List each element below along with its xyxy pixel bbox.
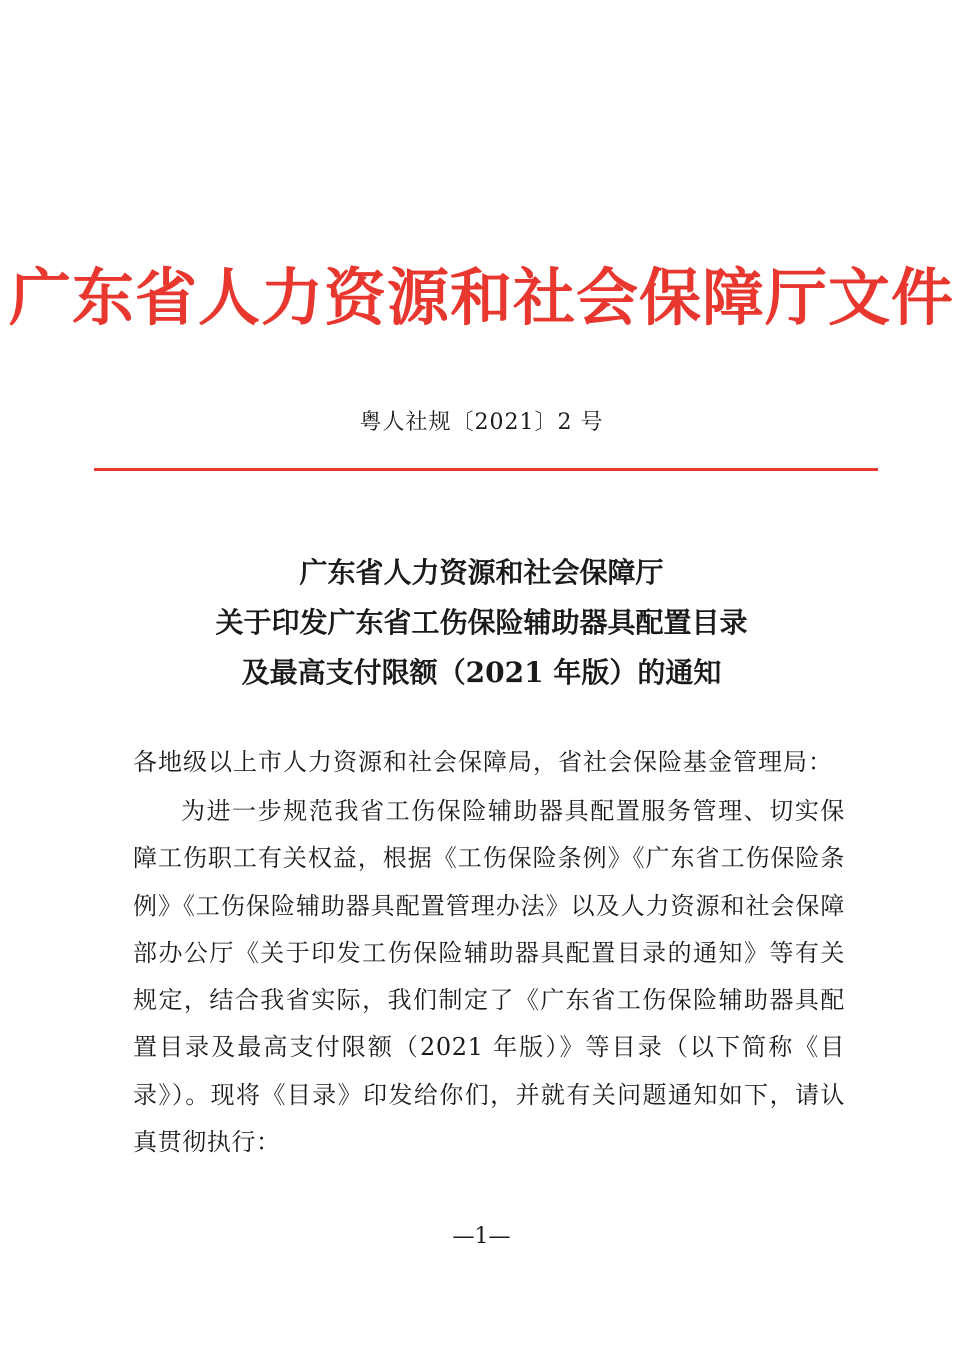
notice-title-line-3: 及最高支付限额（2021 年版）的通知 xyxy=(241,656,722,689)
notice-title-line-1: 广东省人力资源和社会保障厅 xyxy=(299,556,664,589)
document-header-title: 广东省人力资源和社会保障厅文件 xyxy=(8,261,954,334)
body-paragraph-1: 为进一步规范我省工伤保险辅助器具配置服务管理、切实保障工伤职工有关权益，根据《工伤保险条例》《广东省工伤保险条例》《工伤保险辅助器具配置管理办法》以及人力资源和社会保障部办公厅《关于印发工伤保险辅助器具配置目录的通知》等有关规定，结合我省实际，我们制定了《广东省工伤保险辅助器具配置目录及最高支付限额（2021 年版）》等目录（以下简称《目录》）。现将《目录》印发给你们，并就有关问题通知如下，请认真贯彻执行： xyxy=(133,797,845,1157)
red-divider-line xyxy=(94,468,878,471)
notice-title-line-2: 关于印发广东省工伤保险辅助器具配置目录 xyxy=(215,606,748,639)
addressee-line: 各地级以上市人力资源和社会保障局，省社会保险基金管理局： xyxy=(133,748,833,776)
page-number: —1— xyxy=(452,1224,511,1249)
document-number: 粤人社规〔2021〕2 号 xyxy=(359,410,604,435)
notice-title xyxy=(0,548,963,698)
